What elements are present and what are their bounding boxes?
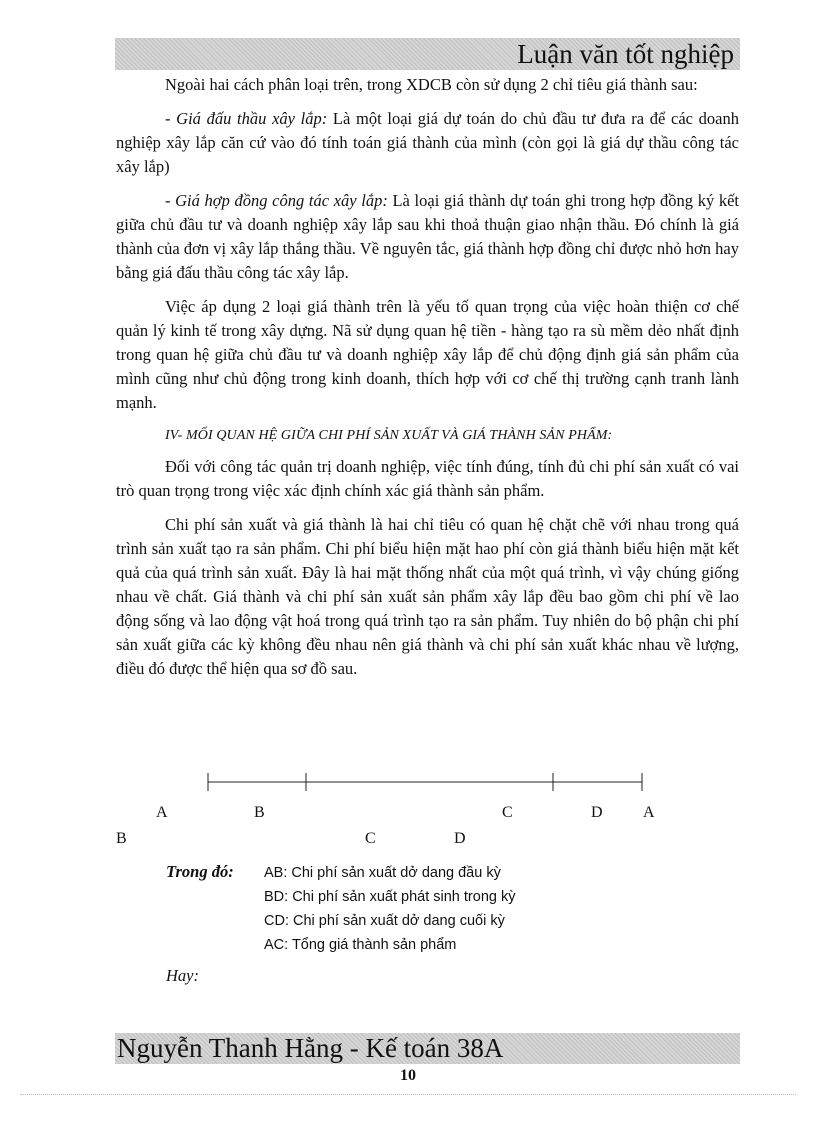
paragraph-application: Việc áp dụng 2 loại giá thành trên là yếu tố quan trọng của việc hoàn thiện cơ chế quản lý kinh tế trong xây dựng. Nã sử dụng quan hệ tiền - hàng tạo ra sù mềm dẻo nhất định trong quan hệ giữa chủ đầu tư và doanh nghiệp xây lắp để chủ động định giá sản phẩm của mình cũng như chủ động trong kinh doanh, thích hợp với cơ chế thị trường cạnh tranh lành mạnh. (116, 297, 739, 412)
diagram-top-label-d: D (591, 804, 603, 821)
paragraph-relationship: Chi phí sản xuất và giá thành là hai chỉ tiêu có quan hệ chặt chẽ với nhau trong quá trình sản xuất tạo ra sản phẩm. Chi phí biểu hiện mặt hao phí còn giá thành biểu hiện mặt kết quả của quá trình sản xuất. Đây là hai mặt thống nhất của một quá trình, vì vậy chúng giống nhau về chất. Giá thành và chi phí sản xuất sản phẩm xây lắp đều bao gồm chi phí về lao động sống và lao động vật hoá trong quá trình tạo ra sản phẩm. Tuy nhiên do bộ phận chi phí sản xuất giữa các kỳ không đều nhau nên giá thành và chi phí sản xuất khác nhau về lượng, điều đó được thể hiện qua sơ đồ sau. (116, 515, 739, 678)
footer-band (115, 1033, 740, 1064)
bottom-rule (20, 1094, 796, 1095)
legend-item-ac: AC: Tổng giá thành sản phẩm (264, 937, 457, 953)
diagram-top-label-a-end: A (643, 804, 655, 821)
bid-price-definition: Là một loại giá dự toán do chủ đầu tư đưa ra để các doanh nghiệp xây lắp căn cứ vào đó tính toán giá thành của mình (còn gọi là giá dự thầu công tác xây lắp) (116, 109, 739, 176)
diagram-bottom-label-b: B (116, 830, 127, 847)
body-content (116, 73, 739, 691)
legend-title: Trong đó: (166, 862, 234, 881)
page-number: 10 (400, 1067, 416, 1084)
footer-author: Nguyễn Thanh Hằng - Kế toán 38A (117, 1033, 504, 1063)
term-contract-price: - Giá hợp đồng công tác xây lắp: (165, 191, 388, 210)
hay-label: Hay: (166, 966, 199, 985)
contract-price-definition: Là loại giá thành dự toán ghi trong hợp đồng ký kết giữa chủ đầu tư và doanh nghiệp xây lắp sau khi thoả thuận giao nhận thầu. Đó chính là giá thành của đơn vị xây lắp thắng thầu. Về nguyên tắc, giá thành hợp đồng chỉ được nhỏ hơn hay bằng giá đấu thầu công tác xây lắp. (116, 191, 740, 282)
paragraph-management: Đối với công tác quản trị doanh nghiệp, việc tính đúng, tính đủ chi phí sản xuất có vai trò quan trọng trong việc xác định chính xác giá thành sản phẩm. (116, 457, 739, 500)
legend-item-bd: BD: Chi phí sản xuất phát sinh trong kỳ (264, 889, 516, 905)
diagram-top-label-c: C (502, 804, 513, 821)
section-heading: IV- MỐI QUAN HỆ GIỮA CHI PHÍ SẢN XUẤT VÀ GIÁ THÀNH SẢN PHẨM: (165, 428, 613, 443)
paragraph-contract-price (116, 189, 739, 285)
legend-item-cd: CD: Chi phí sản xuất dở dang cuối kỳ (264, 913, 505, 929)
diagram-bottom-label-d: D (454, 830, 466, 847)
term-bid-price: - Giá đấu thầu xây lắp: (165, 109, 328, 128)
legend-items (264, 862, 515, 958)
document-title: Luận văn tốt nghiệp (517, 39, 734, 69)
paragraph-intro: Ngoài hai cách phân loại trên, trong XDCB còn sử dụng 2 chỉ tiêu giá thành sau: (165, 75, 698, 94)
paragraph-bid-price (116, 107, 739, 179)
diagram-bottom-label-c: C (365, 830, 376, 847)
header-band (115, 38, 740, 70)
diagram-top-label-b: B (254, 804, 265, 821)
diagram-top-label-a: A (156, 804, 168, 821)
legend-item-ab: AB: Chi phí sản xuất dở dang đầu kỳ (264, 865, 501, 881)
